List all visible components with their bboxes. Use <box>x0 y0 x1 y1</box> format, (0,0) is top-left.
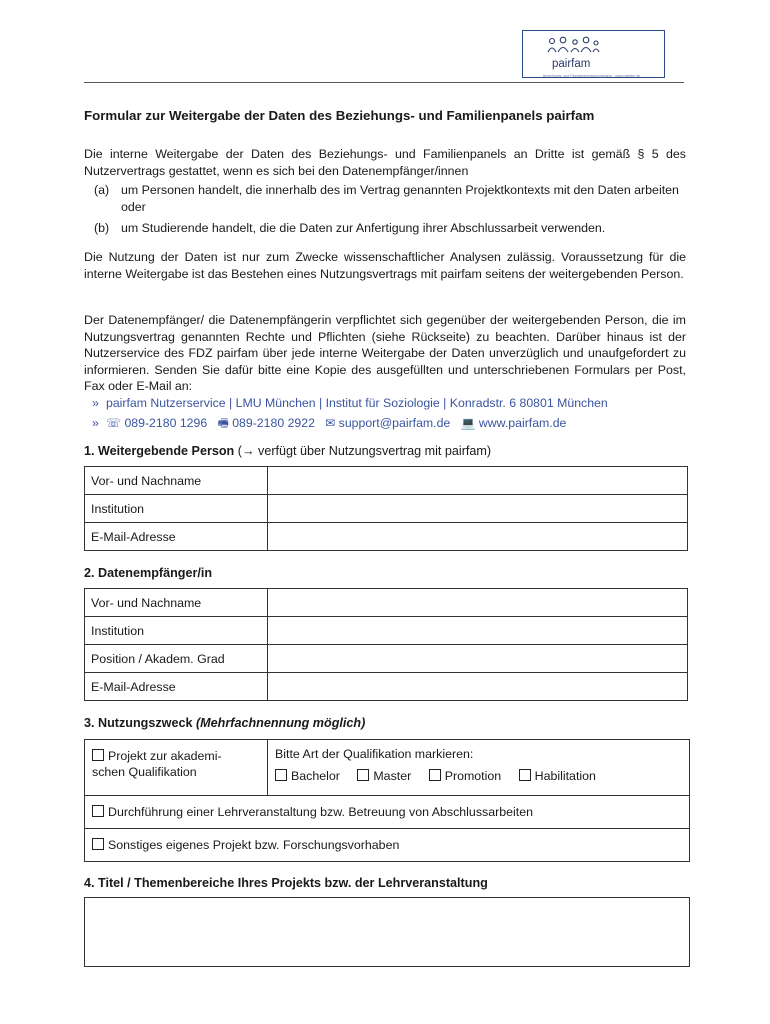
section2-table <box>84 588 688 701</box>
fax-icon: 🖷 <box>217 416 229 430</box>
contact-phone: 089-2180 1296 <box>124 416 208 430</box>
family-figures-icon <box>545 36 601 58</box>
option-label: Projekt zur akademi- <box>108 749 222 763</box>
checkbox-label: Promotion <box>444 769 502 783</box>
checkbox[interactable] <box>519 769 531 781</box>
other-project-checkbox[interactable] <box>92 838 104 850</box>
table-row <box>85 523 688 551</box>
section2-heading: 2. Datenempfänger/in <box>84 566 213 580</box>
other-project-option[interactable] <box>85 829 689 861</box>
section3-heading <box>84 716 365 730</box>
table-row <box>85 495 688 523</box>
table-row <box>85 645 688 673</box>
list-item-label: (b) <box>94 221 110 235</box>
table-row <box>85 589 688 617</box>
contact-email-link[interactable]: support@pairfam.de <box>338 416 451 430</box>
list-item <box>84 182 686 216</box>
list-item-text: um Studierende handelt, die die Daten zur Anfertigung ihrer Abschlussarbeit verwenden. <box>121 221 606 235</box>
table-row <box>85 673 688 701</box>
sender-name-field[interactable] <box>268 467 688 495</box>
sender-email-field[interactable] <box>268 523 688 551</box>
list-item-text: um Personen handelt, die innerhalb des im Vertrag genannten Projektkontexts mit den Daten arbeiten oder <box>121 183 679 214</box>
qualification-bachelor[interactable] <box>275 769 340 783</box>
phone-icon: ☏ <box>106 416 122 430</box>
project-title-field[interactable] <box>84 897 690 967</box>
checkbox-label: Habilitation <box>534 769 596 783</box>
field-label: Institution <box>85 617 268 645</box>
list-item-label: (a) <box>94 183 110 197</box>
bullet: » <box>92 416 99 430</box>
field-label: Vor- und Nachname <box>85 467 268 495</box>
recipient-email-field[interactable] <box>268 673 688 701</box>
field-label: E-Mail-Adresse <box>85 523 268 551</box>
checkbox[interactable] <box>429 769 441 781</box>
section1-table <box>84 466 688 551</box>
section3-title: 3. Nutzungszweck <box>84 716 193 730</box>
contact-address-text: pairfam Nutzerservice | LMU München | Institut für Soziologie | Konradstr. 6 80801 München <box>106 396 608 410</box>
header-rule <box>84 82 684 83</box>
obligation-paragraph: Der Datenempfänger/ die Datenempfängerin verpflichtet sich gegenüber der weitergebenden Person, die im Nutzungsvertrag genannten Rechte und Pflichten (siehe Rückseite) zu beachten. Darüber hinaus ist der Nutzerservice des FDZ pairfam über jede interne Weitergabe der Daten unverzüglich und unaufgefordert zu informieren. Senden Sie dafür bitte eine Kopie des ausgefüllten und unterschriebenen Formulars per Post, Fax oder E-Mail an: <box>84 313 686 393</box>
table-row <box>85 467 688 495</box>
qualification-promotion[interactable] <box>429 769 501 783</box>
bullet: » <box>92 396 99 410</box>
section3-note: (Mehrfachnennung möglich) <box>195 716 366 730</box>
qualification-master[interactable] <box>357 769 411 783</box>
field-label: Position / Akadem. Grad <box>85 645 268 673</box>
qualification-row <box>85 740 689 796</box>
checkbox-label: Bachelor <box>291 769 340 783</box>
section3-box <box>84 739 690 862</box>
option-label: Durchführung einer Lehrveranstaltung bzw. Betreuung von Abschlussarbeiten <box>108 805 533 819</box>
checkbox-label: Master <box>373 769 412 783</box>
checkbox[interactable] <box>357 769 369 781</box>
contact-web-link[interactable]: www.pairfam.de <box>478 416 567 430</box>
option-label: Sonstiges eigenes Projekt bzw. Forschungsvorhaben <box>108 838 400 852</box>
section4-heading: 4. Titel / Themenbereiche Ihres Projekts bzw. der Lehrveranstaltung <box>84 876 488 890</box>
page-title: Formular zur Weitergabe der Daten des Beziehungs- und Familienpanels pairfam <box>84 108 595 123</box>
section1-note: (→ verfügt über Nutzungsvertrag mit pairfam) <box>234 444 492 458</box>
academic-qualification-checkbox[interactable] <box>92 749 104 761</box>
field-label: E-Mail-Adresse <box>85 673 268 701</box>
email-icon: ✉ <box>325 416 336 430</box>
qualification-prompt: Bitte Art der Qualifikation markieren: <box>275 747 474 761</box>
recipient-name-field[interactable] <box>268 589 688 617</box>
academic-qualification-option[interactable] <box>85 740 268 795</box>
contact-channels <box>84 414 566 435</box>
recipient-position-field[interactable] <box>268 645 688 673</box>
logo-tagline: Beziehungs- und Familienentwicklungspanel - www.pairfam.de <box>543 74 641 78</box>
contact-address <box>84 396 608 410</box>
qualification-options <box>275 769 596 783</box>
field-label: Vor- und Nachname <box>85 589 268 617</box>
contact-fax: 089-2180 2922 <box>232 416 315 430</box>
section1-heading <box>84 444 491 458</box>
sender-institution-field[interactable] <box>268 495 688 523</box>
logo-wordmark: pairfam <box>552 58 591 70</box>
pairfam-logo <box>522 30 665 78</box>
table-row <box>85 617 688 645</box>
intro-paragraph: Die interne Weitergabe der Daten des Beziehungs- und Familienpanels an Dritte ist gemäß § 5 des Nutzervertrags gestattet, wenn es sich bei den Datenempfänger/innen <box>84 147 686 178</box>
usage-paragraph: Die Nutzung der Daten ist nur zum Zwecke wissenschaftlicher Analysen zulässig. Voraussetzung für die interne Weitergabe ist das Bestehen eines Nutzungsvertrags mit pairfam seitens der weitergebenden Person. <box>84 250 686 281</box>
teaching-checkbox[interactable] <box>92 805 104 817</box>
section1-title: 1. Weitergebende Person <box>84 444 235 458</box>
list-item <box>84 220 686 238</box>
recipient-institution-field[interactable] <box>268 617 688 645</box>
checkbox[interactable] <box>275 769 287 781</box>
teaching-option[interactable] <box>85 796 689 829</box>
field-label: Institution <box>85 495 268 523</box>
option-label-cont: schen Qualifikation <box>92 765 197 779</box>
web-icon: 💻 <box>460 416 476 430</box>
qualification-habilitation[interactable] <box>519 769 596 783</box>
